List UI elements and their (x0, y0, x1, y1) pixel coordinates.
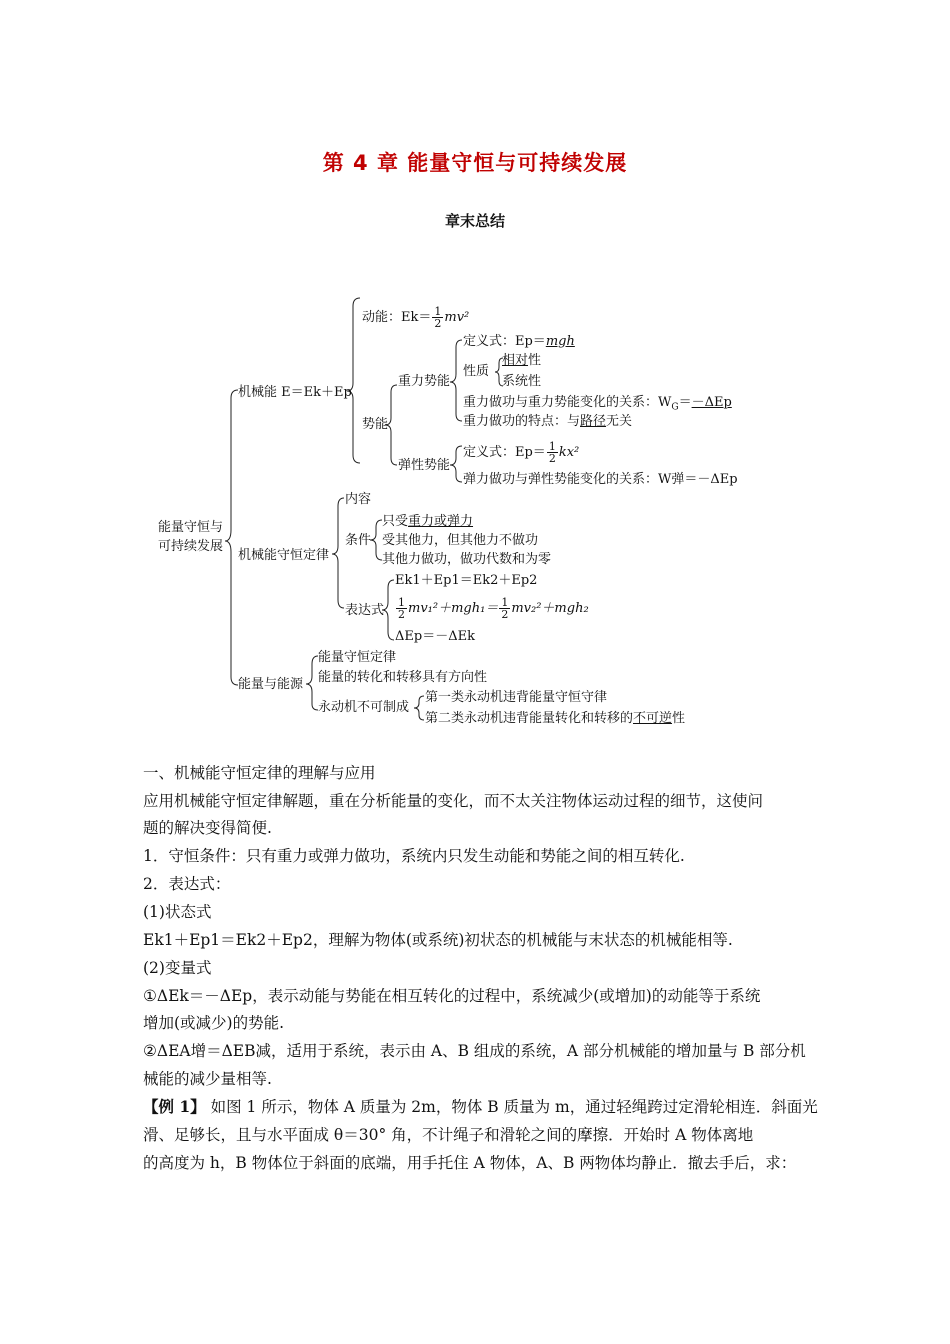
perpetual-motion-2-suffix: 性 (672, 711, 686, 726)
potential-energy-label: 势能 (362, 417, 389, 432)
gravity-work-subscript: G (671, 402, 679, 413)
fraction-numerator: 1 (434, 305, 442, 318)
gravity-potential-label: 重力势能 (398, 374, 451, 389)
expression-2 (395, 597, 589, 620)
list-item-1: 1．守恒条件：只有重力或弹力做功，系统内只发生动能和势能之间的相互转化. (143, 847, 685, 865)
property-label: 性质 (463, 364, 490, 379)
paragraph-line: 应用机械能守恒定律解题，重在分析能量的变化，而不太关注物体运动过程的细节，这使问 (143, 792, 764, 810)
perpetual-motion-label: 永动机不可制成 (318, 700, 410, 715)
fraction-half (499, 597, 510, 620)
elastic-definition-label: 定义式：Ep＝ (463, 445, 546, 460)
gravity-work-value: －ΔEp (691, 395, 732, 410)
expression-1: Ek1＋Ep1＝Ek2＋Ep2 (395, 573, 538, 588)
expression-3: ΔEp＝－ΔEk (395, 629, 475, 644)
gravity-work-feature-suffix: 无关 (606, 414, 633, 429)
variable-eq-1: ①ΔEk＝－ΔEp，表示动能与势能在相互转化的过程中，系统减少(或增加)的动能等于系统 (143, 987, 761, 1005)
elastic-definition (463, 441, 579, 464)
property-relative-suffix: 性 (528, 353, 542, 368)
condition-2: 受其他力，但其他力不做功 (382, 533, 539, 548)
elastic-work-relation: 弹力做功与弹性势能变化的关系：W弹＝－ΔEp (463, 472, 738, 487)
fraction-half (432, 306, 443, 329)
kinetic-energy-label: 动能：Ek＝ (362, 310, 432, 325)
condition-label: 条件 (345, 533, 372, 548)
paragraph-line: 题的解决变得简便. (143, 819, 272, 837)
condition-1-underlined: 重力或弹力 (408, 514, 474, 529)
fraction-denominator: 2 (434, 317, 442, 330)
condition-1-prefix: 只受 (382, 514, 409, 529)
variable-eq-2-cont: 械能的减少量相等. (143, 1070, 272, 1088)
section-subtitle: 章末总结 (444, 212, 505, 230)
expression-2-left: mv₁²＋mgh₁＝ (408, 601, 499, 616)
energy-directionality: 能量的转化和转移具有方向性 (318, 670, 488, 685)
expression-2-right: mv₂²＋mgh₂ (511, 601, 589, 616)
diagram-root-line2: 可持续发展 (158, 539, 224, 554)
fraction-denominator: 2 (548, 452, 556, 465)
property-relative-underlined: 相对 (502, 353, 529, 368)
chapter-title: 第 4 章 能量守恒与可持续发展 (322, 151, 628, 175)
perpetual-motion-2-underlined: 不可逆 (633, 711, 673, 726)
content-label: 内容 (345, 492, 372, 507)
gravity-work-relation-text: 重力做功与重力势能变化的关系：W (463, 395, 672, 410)
section-heading: 一、机械能守恒定律的理解与应用 (143, 764, 376, 782)
example-line-2: 滑、足够长，且与水平面成 θ＝30° 角，不计绳子和滑轮之间的摩擦．开始时 A 物体离地 (143, 1126, 754, 1144)
perpetual-motion-1: 第一类永动机违背能量守恒守律 (425, 690, 608, 705)
property-relative (502, 353, 541, 369)
gravity-definition-value: mgh (545, 334, 575, 349)
gravity-definition-label: 定义式：Ep＝ (463, 334, 546, 349)
gravity-work-feature-prefix: 重力做功的特点：与 (463, 414, 581, 429)
subheading-variable: (2)变量式 (143, 959, 212, 977)
fraction-half (547, 441, 558, 464)
perpetual-motion-2 (425, 711, 685, 727)
gravity-work-feature (463, 414, 632, 430)
elastic-definition-tail: kx² (558, 445, 580, 460)
elastic-potential-label: 弹性势能 (398, 458, 451, 473)
variable-eq-1-cont: 增加(或减少)的势能. (143, 1014, 285, 1032)
fraction-numerator: 1 (501, 596, 509, 609)
example-line-3: 的高度为 h，B 物体位于斜面的底端，用手托住 A 物体，A、B 两物体均静止．撤去手后，求： (143, 1154, 797, 1172)
gravity-work-equals: ＝ (678, 395, 692, 410)
gravity-definition (463, 334, 575, 350)
list-item-2: 2．表达式： (143, 875, 231, 893)
property-system: 系统性 (502, 374, 542, 389)
example-line-1 (143, 1096, 818, 1118)
energy-conservation-law: 能量守恒定律 (318, 650, 397, 665)
expression-label: 表达式 (345, 603, 385, 618)
example-text: 如图 1 所示，物体 A 质量为 2m，物体 B 质量为 m，通过轻绳跨过定滑轮相连．斜面光 (205, 1098, 818, 1116)
fraction-half (396, 597, 407, 620)
branch-energy-sources: 能量与能源 (238, 677, 304, 692)
fraction-denominator: 2 (501, 608, 509, 621)
variable-eq-2: ②ΔEA增＝ΔEB减，适用于系统，表示由 A、B 组成的系统，A 部分机械能的增加量与 B 部分机 (143, 1042, 806, 1060)
kinetic-energy-formula (362, 306, 469, 329)
diagram-root-line1: 能量守恒与 (158, 520, 224, 535)
perpetual-motion-2-prefix: 第二类永动机违背能量转化和转移的 (425, 711, 634, 726)
kinetic-energy-tail: mv² (444, 310, 470, 325)
fraction-numerator: 1 (398, 596, 405, 609)
condition-3: 其他力做功，做功代数和为零 (382, 552, 552, 567)
gravity-work-relation (463, 395, 732, 416)
fraction-numerator: 1 (548, 440, 556, 453)
branch-mechanical-energy: 机械能 E＝Ek＋Ep (238, 385, 352, 400)
fraction-denominator: 2 (398, 608, 405, 621)
branch-conservation-law: 机械能守恒定律 (238, 548, 330, 563)
state-equation: Ek1＋Ep1＝Ek2＋Ep2，理解为物体(或系统)初状态的机械能与末状态的机械能相等. (143, 931, 733, 949)
condition-1 (382, 514, 473, 530)
example-label: 【例 1】 (143, 1097, 206, 1116)
subheading-state: (1)状态式 (143, 903, 212, 921)
gravity-work-feature-path: 路径 (580, 414, 607, 429)
